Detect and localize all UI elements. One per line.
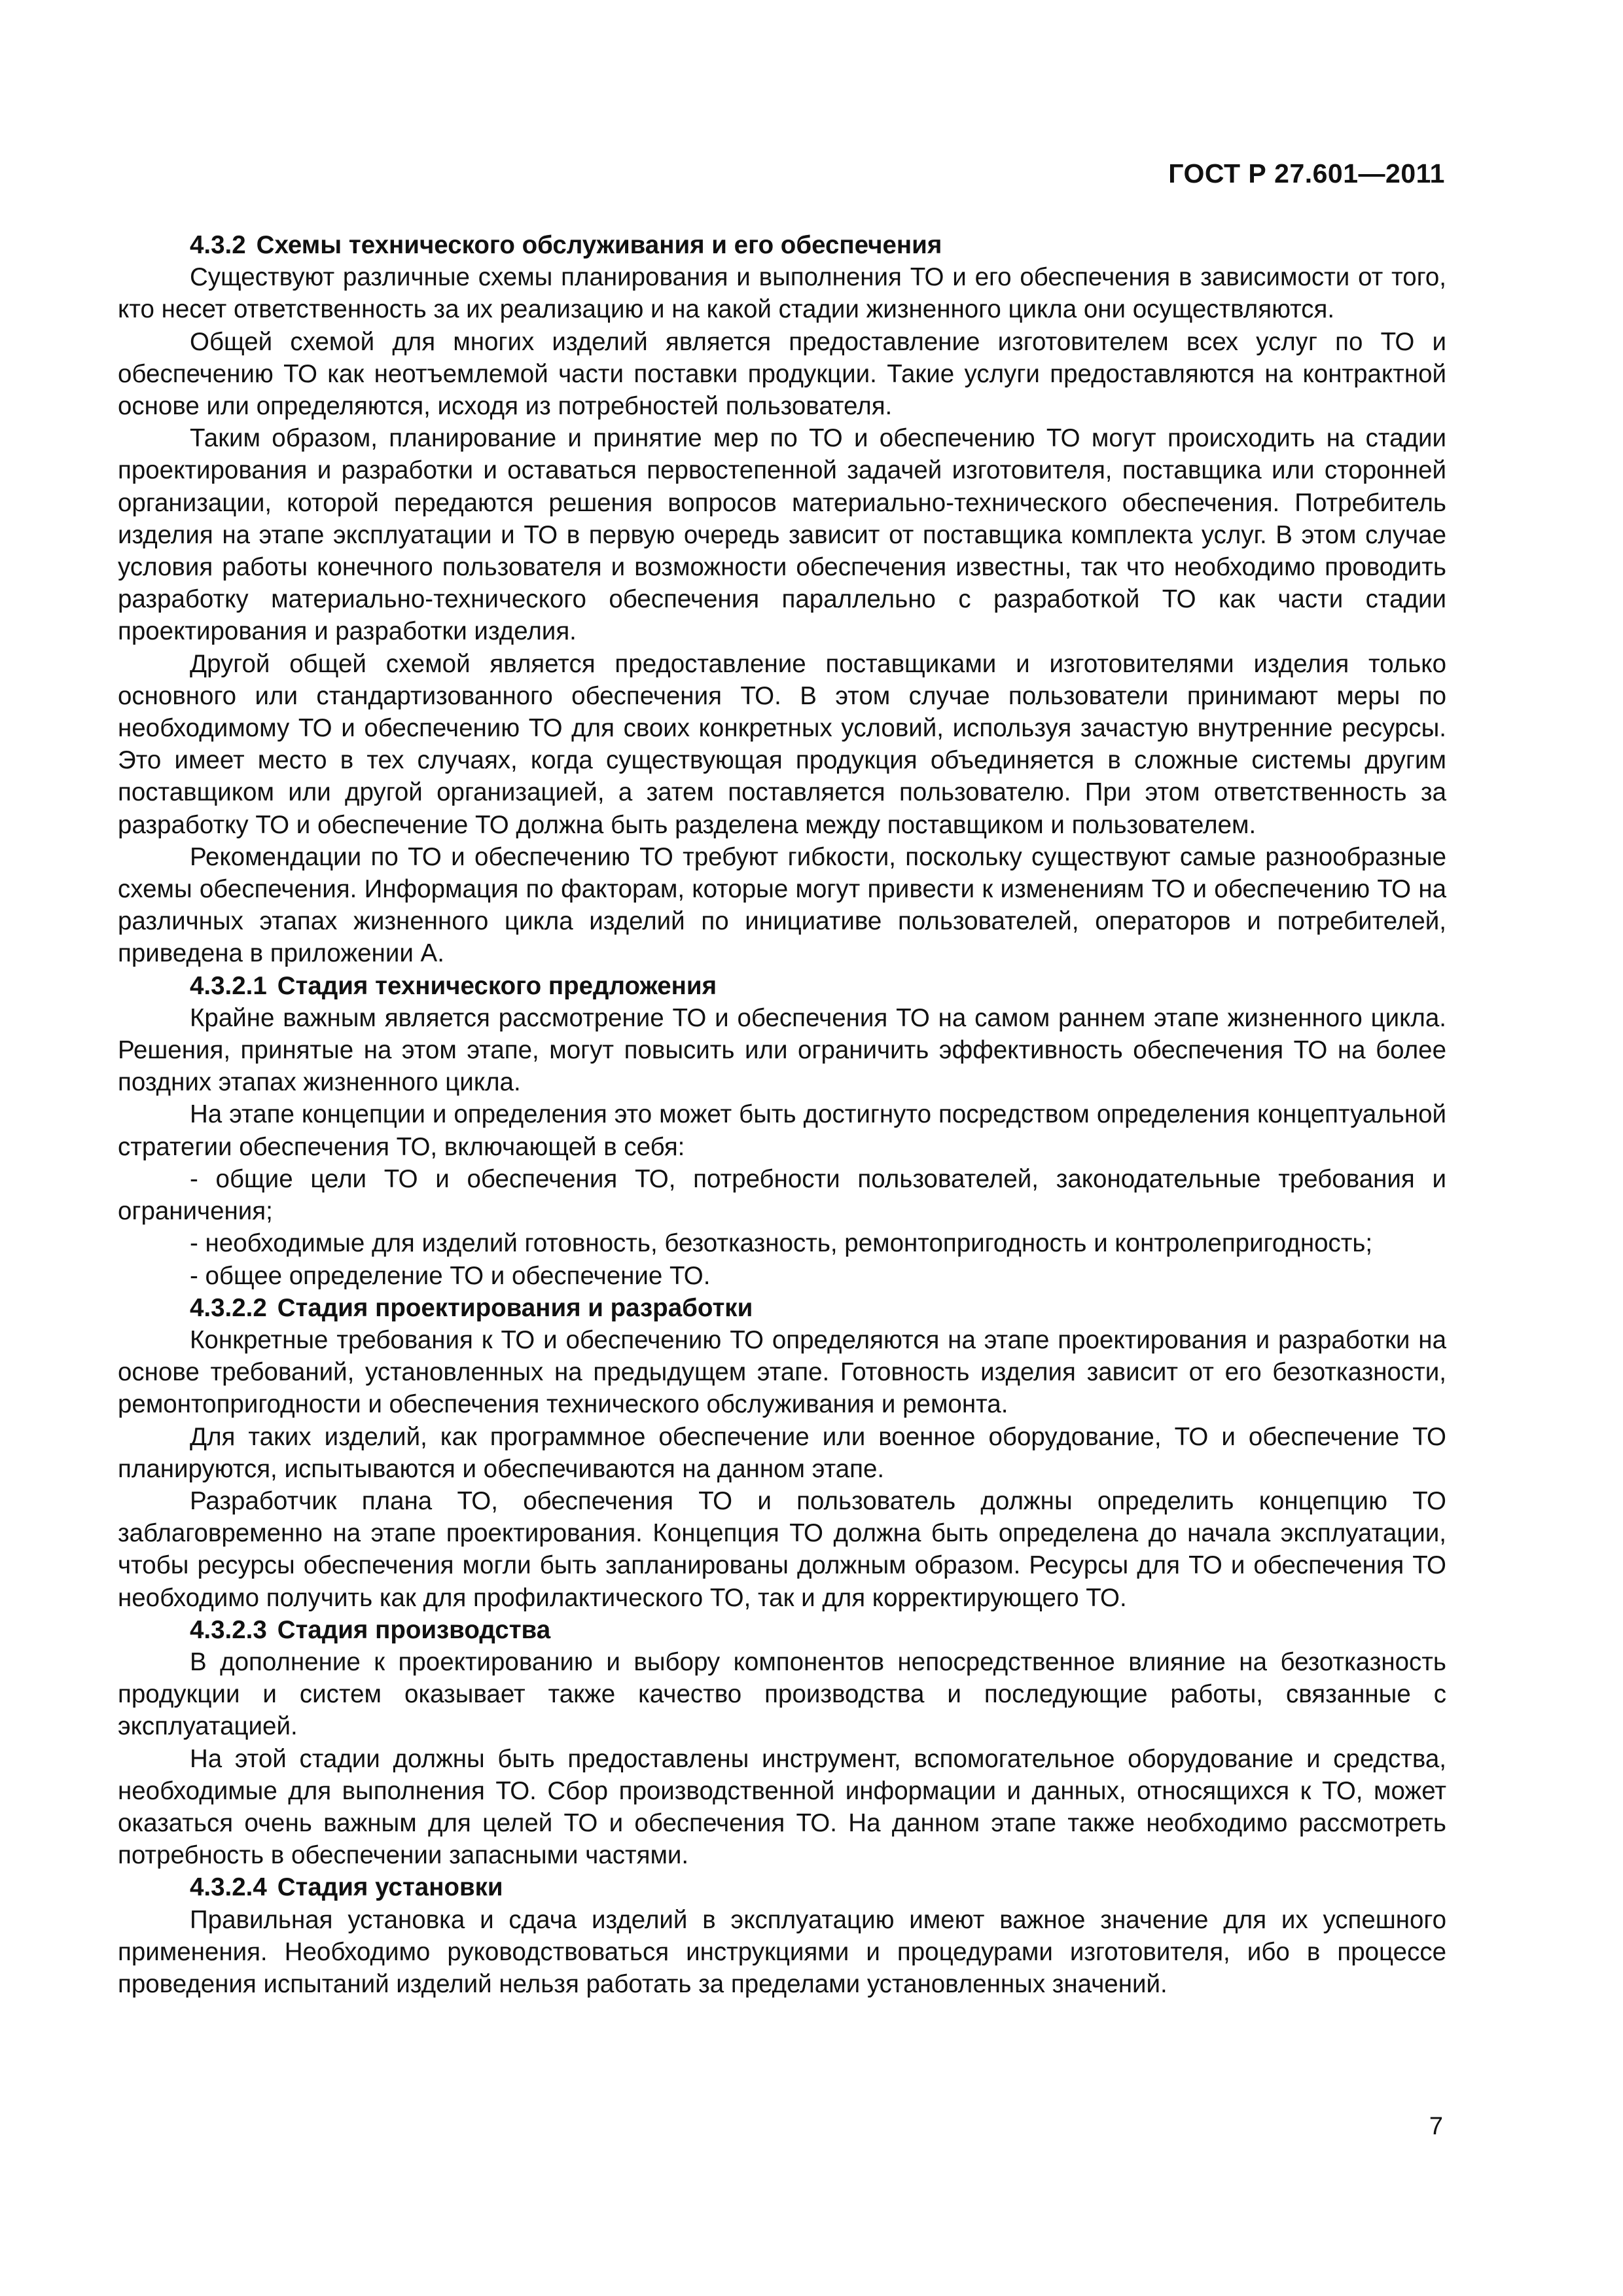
paragraph: На этой стадии должны быть предоставлены инструмент, вспомогательное оборудование и средства, необходимые для выполнения ТО. Сбор производственной информации и данных, относящихся к ТО, может оказаться очень важным для целей ТО и обеспечения ТО. На данном этапе также необходимо рассмотреть потребность в обеспечении запасными частями. [118,1744,1446,1870]
paragraph: Конкретные требования к ТО и обеспечению ТО определяются на этапе проектирования и разработки на основе требований, установленных на предыдущем этапе. Готовность изделия зависит от его безотказности, ремонтопригодности и обеспечения технического обслуживания и ремонта. [118,1325,1446,1419]
section-number: 4.3.2 [190,231,246,259]
document-body [118,229,1446,2000]
paragraph: Таким образом, планирование и принятие мер по ТО и обеспечению ТО могут происходить на стадии проектирования и разработки и оставаться первостепенной задачей изготовителя, поставщика или сторонней организации, которой передаются решения вопросов материально-технического обеспечения. Потребитель изделия на этапе эксплуатации и ТО в первую очередь зависит от поставщика комплекта услуг. В этом случае условия работы конечного пользователя и возможности обеспечения известны, так что необходимо проводить разработку материально-технического обеспечения параллельно с разработкой ТО как части стадии проектирования и разработки изделия. [118,424,1446,646]
paragraph: Разработчик плана ТО, обеспечения ТО и пользователь должны определить концепцию ТО заблаговременно на этапе проектирования. Концепция ТО должна быть определена до начала эксплуатации, чтобы ресурсы обеспечения могли быть запланированы должным образом. Ресурсы для ТО и обеспечения ТО необходимо получить как для профилактического ТО, так и для корректирующего ТО. [118,1486,1446,1612]
list-item: - общее определение ТО и обеспечение ТО. [190,1261,711,1290]
list-item: - необходимые для изделий готовность, безотказность, ремонтопригодность и контролепригодность; [190,1229,1373,1258]
section-number: 4.3.2.4 [190,1873,267,1902]
paragraph: В дополнение к проектированию и выбору компонентов непосредственное влияние на безотказность продукции и систем оказывает также качество производства и последующие работы, связанные с эксплуатацией. [118,1647,1446,1741]
section-heading-4-3-2-1 [118,970,1446,1002]
section-number: 4.3.2.2 [190,1293,267,1322]
paragraph: Крайне важным является рассмотрение ТО и обеспечения ТО на самом раннем этапе жизненного цикла. Решения, принятые на этом этапе, могут повысить или ограничить эффективность обеспечения ТО на более поздних этапах жизненного цикла. [118,1003,1446,1097]
paragraph: Рекомендации по ТО и обеспечению ТО требуют гибкости, поскольку существуют самые разнообразные схемы обеспечения. Информация по факторам, которые могут привести к изменениям ТО и обеспечению ТО на различных этапах жизненного цикла изделий по инициативе пользователей, операторов и потребителей, приведена в приложении А. [118,842,1446,968]
list-item: - общие цели ТО и обеспечения ТО, потребности пользователей, законодательные требования и ограничения; [118,1164,1446,1226]
section-title: Стадия проектирования и разработки [277,1293,753,1322]
section-title: Стадия технического предложения [277,971,717,1000]
section-title: Стадия производства [277,1615,551,1644]
page-number: 7 [1429,2113,1443,2140]
section-heading-4-3-2-4 [118,1871,1446,1903]
section-heading-4-3-2-3 [118,1614,1446,1646]
paragraph: Существуют различные схемы планирования и выполнения ТО и его обеспечения в зависимости от того, кто несет ответственность за их реализацию и на какой стадии жизненного цикла они осуществляются. [118,263,1446,324]
paragraph: Другой общей схемой является предоставление поставщиками и изготовителями изделия только основного или стандартизованного обеспечения ТО. В этом случае пользователи принимают меры по необходимому ТО и обеспечению ТО для своих конкретных условий, используя зачастую внутренние ресурсы. Это имеет место в тех случаях, когда существующая продукция объединяется в сложные системы другим поставщиком или другой организацией, а затем поставляется пользователю. При этом ответственность за разработку ТО и обеспечение ТО должна быть разделена между поставщиком и пользователем. [118,649,1446,839]
document-header: ГОСТ Р 27.601—2011 [1168,158,1445,188]
section-title: Схемы технического обслуживания и его обеспечения [256,231,942,259]
section-number: 4.3.2.1 [190,971,267,1000]
paragraph: Общей схемой для многих изделий является предоставление изготовителем всех услуг по ТО и обеспечению ТО как неотъемлемой части поставки продукции. Такие услуги предоставляются на контрактной основе или определяются, исходя из потребностей пользователя. [118,327,1446,421]
section-number: 4.3.2.3 [190,1615,267,1644]
section-title: Стадия установки [277,1873,503,1902]
section-heading-4-3-2 [118,229,1446,261]
paragraph: На этапе концепции и определения это может быть достигнуто посредством определения концептуальной стратегии обеспечения ТО, включающей в себя: [118,1100,1446,1161]
paragraph: Правильная установка и сдача изделий в эксплуатацию имеют важное значение для их успешного применения. Необходимо руководствоваться инструкциями и процедурами изготовителя, ибо в процессе проведения испытаний изделий нельзя работать за пределами установленных значений. [118,1905,1446,1998]
section-heading-4-3-2-2 [118,1292,1446,1324]
paragraph: Для таких изделий, как программное обеспечение или военное оборудование, ТО и обеспечение ТО планируются, испытываются и обеспечиваются на данном этапе. [118,1422,1446,1483]
